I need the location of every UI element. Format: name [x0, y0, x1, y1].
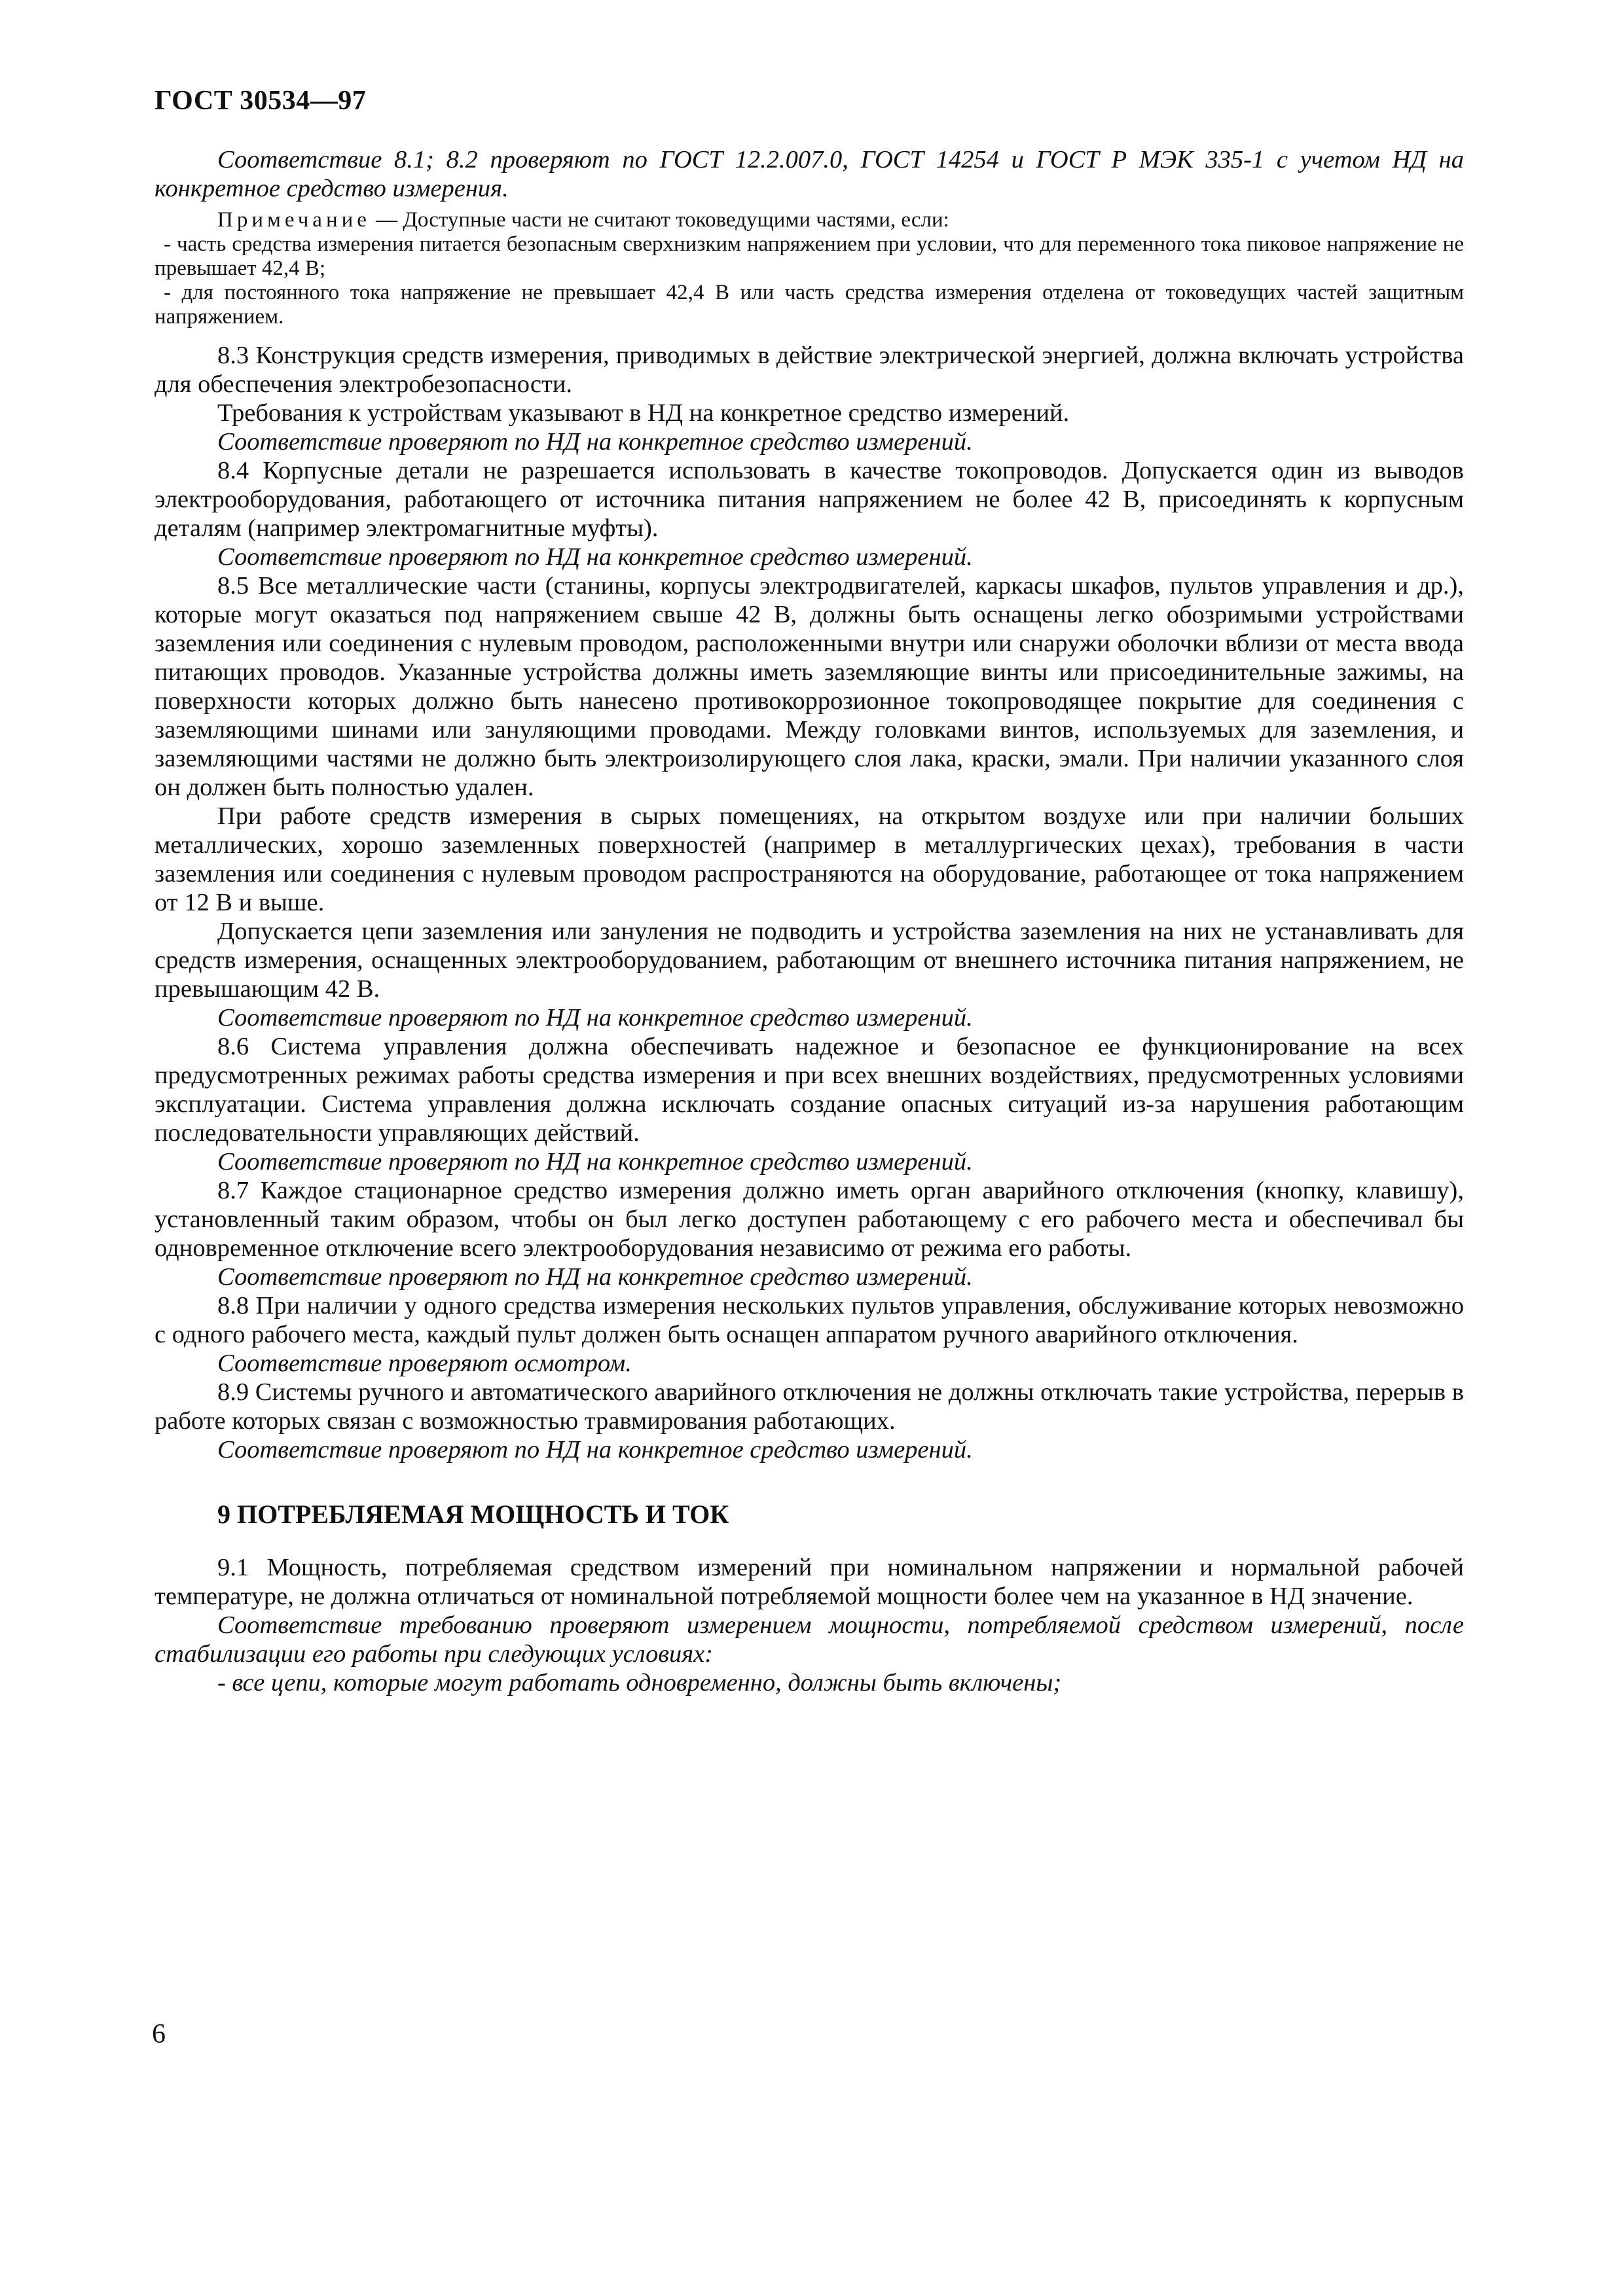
clause-9-1-condition-1: - все цепи, которые могут работать одновременно, должны быть включены; [217, 1669, 1062, 1696]
clause-8-7: 8.7 Каждое стационарное средство измерения должно иметь орган аварийного отключения (кнопку, клавишу), установленный таким образом, чтобы он был легко доступен работающему с его рабочего места и обеспечивал бы одновременное отключение всего электрооборудования независимо от режима его работы. [155, 1177, 1464, 1262]
clause-8-9-conformity: Соответствие проверяют по НД на конкретное средство измерений. [217, 1436, 973, 1463]
clause-8-9: 8.9 Системы ручного и автоматического аварийного отключения не должны отключать такие устройства, перерыв в работе которых связан с возможностью травмирования работающих. [155, 1378, 1464, 1435]
clause-8-3: 8.3 Конструкция средств измерения, приводимых в действие электрической энергией, должна включать устройства для обеспечения электробезопасности. [155, 342, 1464, 398]
clause-8-8: 8.8 При наличии у одного средства измерения нескольких пультов управления, обслуживание которых невозможно с одного рабочего места, каждый пульт должен быть оснащен аппаратом ручного аварийного отключения. [155, 1292, 1464, 1348]
section-9-heading: 9 ПОТРЕБЛЯЕМАЯ МОЩНОСТЬ И ТОК [217, 1499, 729, 1529]
note-text: — Доступные части не считают токоведущими частями, если: [370, 208, 949, 232]
clause-9-1: 9.1 Мощность, потребляемая средством измерений при номинальном напряжении и нормальной рабочей температуре, не должна отличаться от номинальной потребляемой мощности более чем на указанное в НД значение. [155, 1554, 1464, 1610]
note-intro [155, 208, 1464, 232]
note-item-1: - часть средства измерения питается безопасным сверхнизким напряжением при условии, что для переменного тока пиковое напряжение не превышает 42,4 В; [155, 232, 1464, 280]
clause-8-6: 8.6 Система управления должна обеспечивать надежное и безопасное ее функционирование на всех предусмотренных режимах работы средства измерения и при всех внешних воздействиях, предусмотренных условиями эксплуатации. Система управления должна исключать создание опасных ситуаций из-за нарушения работающим последовательности управляющих действий. [155, 1033, 1464, 1147]
page-number: 6 [152, 2019, 166, 2049]
clause-8-3-requirements: Требования к устройствам указывают в НД на конкретное средство измерений. [217, 399, 1070, 427]
document-code-header: ГОСТ 30534—97 [155, 86, 367, 116]
clause-8-5-exemption: Допускается цепи заземления или зануления не подводить и устройства заземления на них не устанавливать для средств измерения, оснащенных электрооборудованием, работающим от внешнего источника питания напряжением, не превышающим 42 В. [155, 918, 1464, 1003]
clause-8-4-conformity: Соответствие проверяют по НД на конкретное средство измерений. [217, 543, 973, 571]
clause-8-5-damp-rooms: При работе средств измерения в сырых помещениях, на открытом воздухе или при наличии больших металлических, хорошо заземленных поверхностей (например в металлургических цехах), требования в части заземления или соединения с нулевым проводом распространяются на оборудование, работающее от тока напряжением от 12 В и выше. [155, 802, 1464, 916]
clause-8-8-conformity: Соответствие проверяют осмотром. [217, 1350, 632, 1377]
clause-8-5: 8.5 Все металлические части (станины, корпусы электродвигателей, каркасы шкафов, пультов управления и др.), которые могут оказаться под напряжением свыше 42 В, должны быть оснащены легко обозримыми устройствами заземления или соединения с нулевым проводом, расположенными внутри или снаружи оболочки вблизи от места ввода питающих проводов. Указанные устройства должны иметь заземляющие винты или присоединительные зажимы, на поверхности которых должно быть нанесено противокоррозионное токопроводящее покрытие для соединения с заземляющими шинами или зануляющими проводами. Между головками винтов, используемых для заземления, и заземляющими частями не должно быть электроизолирующего слоя лака, краски, эмали. При наличии указанного слоя он должен быть полностью удален. [155, 572, 1464, 801]
clause-8-6-conformity: Соответствие проверяют по НД на конкретное средство измерений. [217, 1148, 973, 1175]
conformity-8-1-8-2: Соответствие 8.1; 8.2 проверяют по ГОСТ 12.2.007.0, ГОСТ 14254 и ГОСТ Р МЭК 335-1 с учетом НД на конкретное средство измерения. [155, 146, 1464, 202]
clause-8-5-conformity: Соответствие проверяют по НД на конкретное средство измерений. [217, 1004, 973, 1031]
page-content [155, 145, 1464, 1697]
clause-9-1-conformity: Соответствие требованию проверяют измерением мощности, потребляемой средством измерений, после стабилизации его работы при следующих условиях: [155, 1611, 1464, 1668]
clause-8-7-conformity: Соответствие проверяют по НД на конкретное средство измерений. [217, 1263, 973, 1291]
note-item-2: - для постоянного тока напряжение не превышает 42,4 В или часть средства измерения отделена от токоведущих частей защитным напряжением. [155, 281, 1464, 329]
note-label: Примечание [217, 208, 371, 232]
clause-8-4: 8.4 Корпусные детали не разрешается использовать в качестве токопроводов. Допускается один из выводов электрооборудования, работающего от источника питания напряжением не более 42 В, присоединять к корпусным деталям (например электромагнитные муфты). [155, 457, 1464, 542]
clause-8-3-conformity: Соответствие проверяют по НД на конкретное средство измерений. [217, 428, 973, 456]
